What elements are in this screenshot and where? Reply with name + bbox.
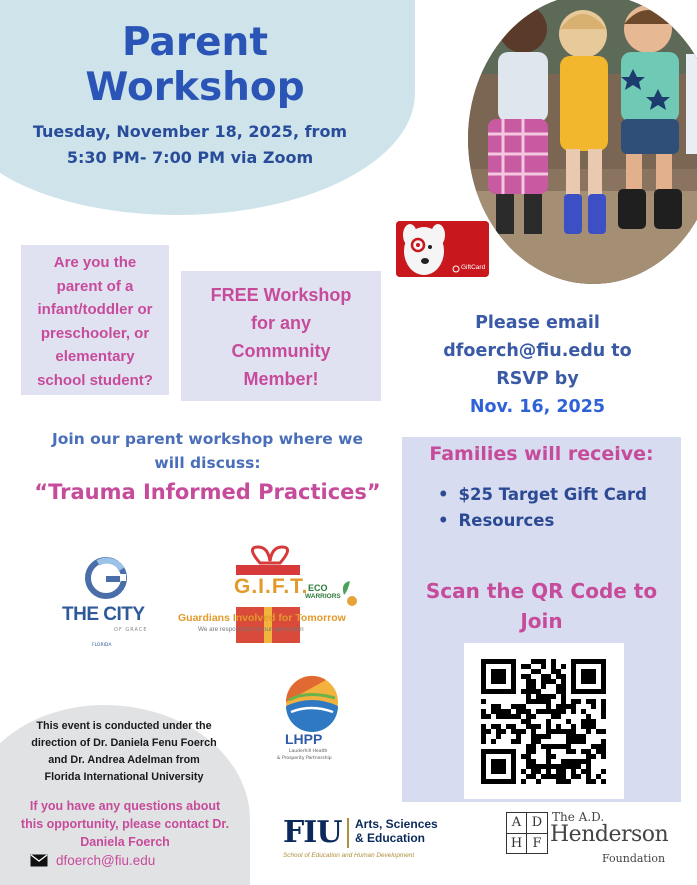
- fiu-college-line: & Education: [355, 831, 426, 845]
- questions-line: this opportunity, please contact Dr.: [20, 817, 230, 831]
- fiu-logo-divider: [347, 818, 349, 848]
- city-logo-name: THE CITY: [62, 604, 145, 625]
- free-line: Community: [231, 341, 331, 361]
- fiu-logo-college: [355, 817, 438, 845]
- audience-line: Are you the: [53, 254, 137, 271]
- conducted-by-text: [24, 718, 224, 786]
- join-line: will discuss:: [154, 454, 261, 472]
- giftcard-label: GiftCard: [461, 264, 486, 271]
- event-datetime: [20, 119, 360, 171]
- free-workshop-box: [181, 271, 381, 401]
- rsvp-deadline: Nov. 16, 2025: [469, 397, 606, 417]
- envelope-icon: [30, 854, 48, 867]
- rsvp-line: Please email: [475, 313, 600, 333]
- adh-name-line1: The A.D.: [552, 810, 605, 824]
- adh-letter: H: [507, 834, 527, 854]
- city-logo-sub: OF GRACE: [114, 627, 148, 633]
- audience-line: preschooler, or: [40, 324, 150, 342]
- fiu-logo: [283, 815, 453, 867]
- qr-code-icon[interactable]: [464, 643, 624, 799]
- questions-line: Daniela Foerch: [80, 835, 170, 849]
- free-line: for any: [250, 313, 311, 333]
- conducted-line: direction of Dr. Daniela Fenu Foerch: [31, 737, 217, 749]
- contact-email-link[interactable]: dfoerch@fiu.edu: [56, 853, 156, 868]
- gift-logo-acronym: G.I.F.T.: [234, 575, 309, 598]
- join-description: [20, 427, 395, 475]
- audience-box: [21, 245, 169, 395]
- gift-eco-warriors-logo: [176, 545, 366, 645]
- conducted-line: and Dr. Andrea Adelman from: [48, 754, 200, 766]
- list-item: • $25 Target Gift Card: [438, 482, 647, 508]
- gift-logo-tagline: We are responsible for our generation: [198, 626, 304, 633]
- adh-letter: D: [527, 813, 547, 834]
- date-line-2: 5:30 PM- 7:00 PM via Zoom: [66, 148, 314, 167]
- lhpp-logo-name1: Lauderhill Health: [289, 749, 328, 754]
- target-gift-card-image: [396, 221, 489, 277]
- questions-text: [10, 797, 240, 851]
- city-logo-state: FLORIDA: [92, 643, 112, 648]
- gift-logo-warriors: WARRIORS: [305, 593, 341, 600]
- qr-code[interactable]: [464, 643, 624, 799]
- city-of-grace-logo: [58, 555, 158, 655]
- audience-line: infant/toddler or: [37, 301, 153, 318]
- audience-line: parent of a: [56, 277, 134, 295]
- adh-letter: A: [507, 813, 527, 834]
- page-title: [60, 20, 330, 110]
- free-line: FREE Workshop: [210, 285, 352, 305]
- fiu-logo-school: School of Education and Human Development: [283, 852, 415, 859]
- list-item: • Resources: [438, 508, 647, 534]
- rsvp-email[interactable]: dfoerch@fiu.edu to: [443, 341, 632, 361]
- gift-logo-name: Guardians Involved for Tomorrow: [178, 612, 346, 624]
- rsvp-line: RSVP by: [496, 369, 579, 389]
- date-line-1: Tuesday, November 18, 2025, from: [32, 122, 348, 141]
- children-photo: [468, 0, 697, 284]
- adh-name-line3: Foundation: [602, 852, 666, 865]
- title-line-1: Parent: [122, 20, 268, 65]
- lhpp-logo-name2: & Prosperity Partnership: [277, 756, 332, 761]
- adh-monogram: [506, 812, 548, 854]
- lhpp-logo: [275, 672, 350, 767]
- benefits-list: [438, 482, 647, 534]
- audience-line: elementary: [55, 348, 135, 365]
- contact-email[interactable]: [30, 853, 155, 868]
- scan-line: Scan the QR Code to: [425, 579, 658, 603]
- scan-qr-heading: [402, 576, 681, 636]
- audience-line: school student?: [37, 371, 153, 389]
- join-line: Join our parent workshop where we: [51, 430, 363, 448]
- lhpp-logo-acronym: LHPP: [285, 731, 323, 747]
- adh-name-line2: Henderson: [550, 822, 669, 847]
- conducted-line: Florida International University: [44, 771, 204, 783]
- fiu-college-line: Arts, Sciences: [355, 817, 438, 831]
- title-line-2: Workshop: [85, 65, 305, 110]
- scan-line: Join: [520, 609, 563, 633]
- workshop-topic: “Trauma Informed Practices”: [34, 480, 381, 504]
- adh-letter: F: [532, 835, 542, 851]
- ad-henderson-logo: [506, 812, 676, 868]
- rsvp-info: [415, 309, 660, 421]
- free-line: Member!: [243, 369, 319, 389]
- gift-logo-eco: ECO: [308, 583, 328, 593]
- fiu-logo-acronym: FIU: [283, 815, 342, 850]
- questions-line: If you have any questions about: [29, 799, 221, 813]
- benefits-heading: Families will receive:: [429, 443, 654, 465]
- conducted-line: This event is conducted under the: [36, 720, 212, 732]
